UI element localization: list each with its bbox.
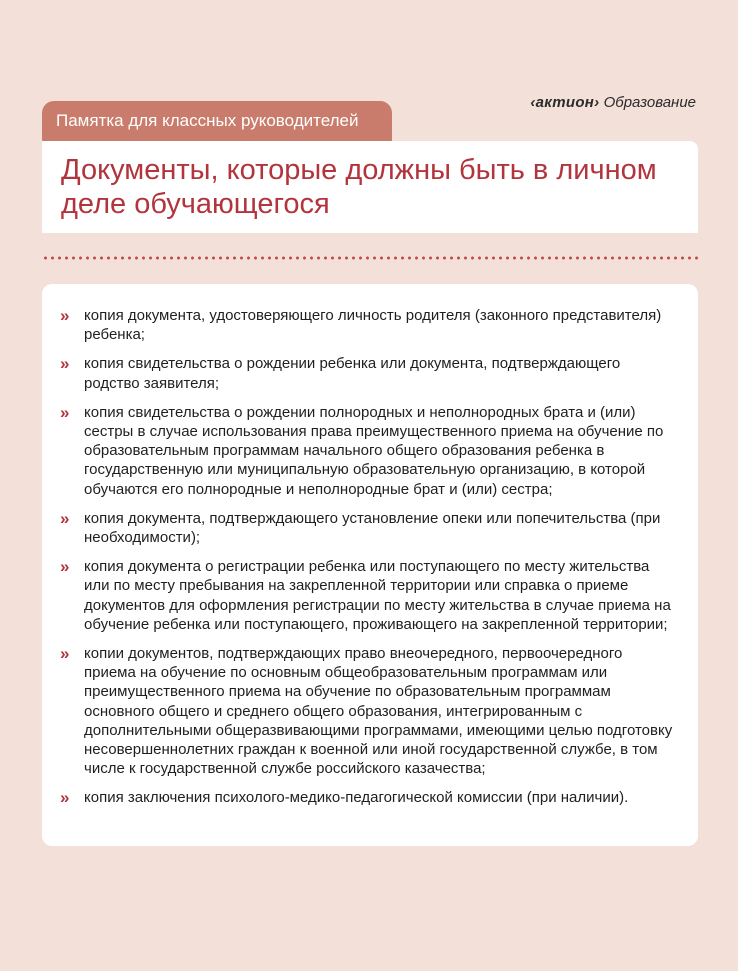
double-chevron-icon: » [60,306,67,325]
title-box [42,141,698,233]
double-chevron-icon: » [60,354,67,374]
double-chevron-icon: » [60,402,67,422]
document-list-card [42,284,698,846]
list-item [60,509,678,547]
section-tab-label: Памятка для классных руководителей [42,101,392,141]
brand-word: Образование [603,94,696,111]
list-item [60,354,678,392]
list-item-text: копия заключения психолого-медико-педагогической комиссии (при наличии). [84,789,629,807]
list-item [60,557,678,634]
double-chevron-icon: » [60,508,67,528]
list-item [60,644,678,778]
list-item-text: копия документа о регистрации ребенка или поступающего по месту жительства или по месту пребывания на закрепленной территории или справка о приеме документов для оформления регистрации по месту жительства в случае приема на обучение ребенка или поступающего, проживающего на закрепленной территории; [84,558,671,633]
double-chevron-icon: » [60,557,67,577]
page-title: Документы, которые должны быть в личном деле обучающегося [61,154,657,220]
brand-logo [530,94,696,111]
list-item [60,403,678,499]
list-item-text: копия документа, удостоверяющего личность родителя (законного представителя) ребенка; [84,307,662,344]
document-list [60,306,678,808]
double-chevron-icon: » [60,644,67,664]
list-item-text: копии документов, подтверждающих право внеочередного, первоочередного приема на обучение по основным общеобразовательным программам или преимущественного приема на обучение по образовательным программам основного общего и среднего общего образования, интегрированным с дополнительными общеразвивающими программами, имеющими целью подготовку несовершеннолетних граждан к военной или иной государственной службе, в том числе к государственной службе российского казачества; [84,645,673,778]
list-item-text: копия документа, подтверждающего установление опеки или попечительства (при необходимости); [84,509,661,547]
list-item [60,306,678,344]
dotted-divider [42,256,698,260]
list-item [60,788,678,807]
double-chevron-icon: » [60,788,67,808]
list-item-text: копия свидетельства о рождении ребенка или документа, подтверждающего родство заявителя; [84,355,621,392]
brand-mark: ‹актион› [530,94,600,111]
list-item-text: копия свидетельства о рождении полнородных и неполнородных брата и (или) сестры в случае использования права преимущественного приема на обучение по образовательным программам начального общего образования ребенка в государственную или муниципальную образовательную организацию, в которой обучаются его полнородные и неполнородные брат и (или) сестра; [84,403,664,498]
